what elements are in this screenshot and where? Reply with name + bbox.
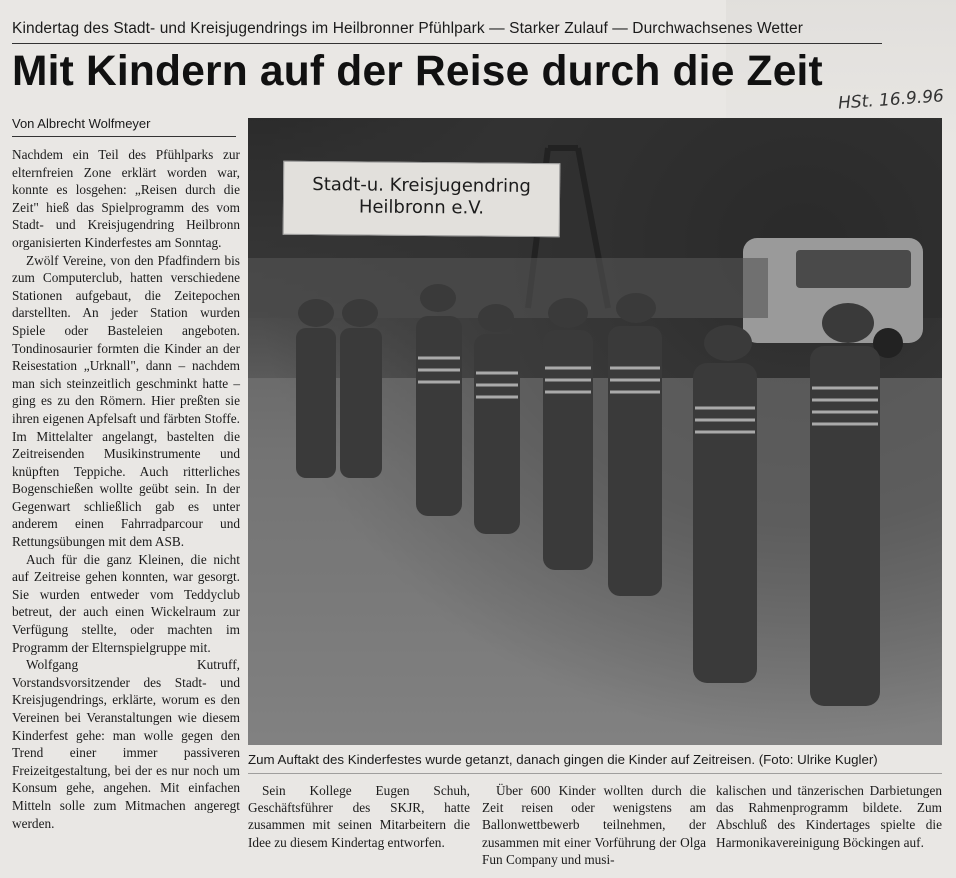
column-2-text: Sein Kollege Eugen Schuh, Geschäftsführer des SKJR, hatte zusammen mit seinen Mitarbeitern die Idee zu diesem Kindertag entworfen. <box>248 783 470 850</box>
photo-banner <box>283 161 561 237</box>
text-column-2 <box>248 782 470 851</box>
caption-rule <box>248 773 942 774</box>
paragraph-1: Nachdem ein Teil des Pfühlparks zur elternfreien Zone erklärt worden war, konnte es losgehen: „Reisen durch die Zeit" hieß das Spielprogramm des vom Stadt- und Kreisjugendring Heilbronn organisierten Kinderfestes am Sonntag. <box>12 147 240 250</box>
banner-line-2: Heilbronn e.V. <box>358 196 485 219</box>
article-headline: Mit Kindern auf der Reise durch die Zeit <box>12 48 823 95</box>
left-text-column <box>12 146 240 832</box>
handwritten-date-note: HSt. 16.9.96 <box>837 86 945 114</box>
banner-line-1: Stadt-u. Kreisjugendring <box>312 174 532 197</box>
photo-caption: Zum Auftakt des Kinderfestes wurde getanzt, danach gingen die Kinder auf Zeitreisen. (Foto: Ulrike Kugler) <box>248 752 878 767</box>
kicker-rule <box>12 43 882 44</box>
text-column-4 <box>716 782 942 851</box>
article-byline: Von Albrecht Wolfmeyer <box>12 116 151 131</box>
byline-rule <box>12 136 236 137</box>
article-photo <box>248 118 942 745</box>
paragraph-2: Zwölf Vereine, von den Pfadfindern bis zum Computerclub, hatten verschiedene Stationen aufgebaut, die Zeitepochen darstellten. An jeder Station wurden Spiele oder Basteleien angeboten. Tondinosaurier formten die Kinder an der Reisestation „Urknall", dann – nachdem man sich steinzeitlich geschminkt hatte – ging es zu den Römern. Hier preßten sie ihren eigenen Apfelsaft und färbten Stoffe. Im Mittelalter angelangt, bastelten die Zeitreisenden Musikinstrumente und knüpften Teppiche. Auch ritterliches Bogenschießen wollte geübt sein. In der Gegenwart schließlich gab es unter anderem einen Fahrradparcour und Rettungsübungen mit dem ASB. <box>12 252 240 550</box>
article-kicker: Kindertag des Stadt- und Kreisjugendrings im Heilbronner Pfühlpark — Starker Zulauf — Durchwachsenes Wetter <box>12 20 803 37</box>
paragraph-4: Wolfgang Kutruff, Vorstandsvorsitzender des Stadt- und Kreisjugendrings, erklärte, worum es den Vereinen bei Veranstaltungen wie diesem Kinderfest gehe: man wolle gegen den Trend einer immer passiveren Freizeitgestaltung, bei der es nur noch um Konsum gehe, angehen. Mit einfachen Mitteln solle zum Mitmachen angeregt werden. <box>12 657 240 831</box>
column-4-text: kalischen und tänzerischen Darbietungen das Rahmenprogramm bildete. Zum Abschluß des Kindertages spielte die Harmonikavereinigung Böckingen auf. <box>716 783 942 850</box>
column-3-text: Über 600 Kinder wollten durch die Zeit reisen oder wenigstens am Ballonwettbewerb teilnehmen, der zusammen mit einer Vorführung der Olga Fun Company und musi- <box>482 783 706 867</box>
text-column-3 <box>482 782 706 868</box>
paragraph-3: Auch für die ganz Kleinen, die nicht auf Zeitreise gehen konnten, war gesorgt. Sie wurden entweder vom Teddyclub betreut, der auch einen Wickelraum zur Verfügung stellte, oder machten im Programm der Elternspielgruppe mit. <box>12 551 240 655</box>
